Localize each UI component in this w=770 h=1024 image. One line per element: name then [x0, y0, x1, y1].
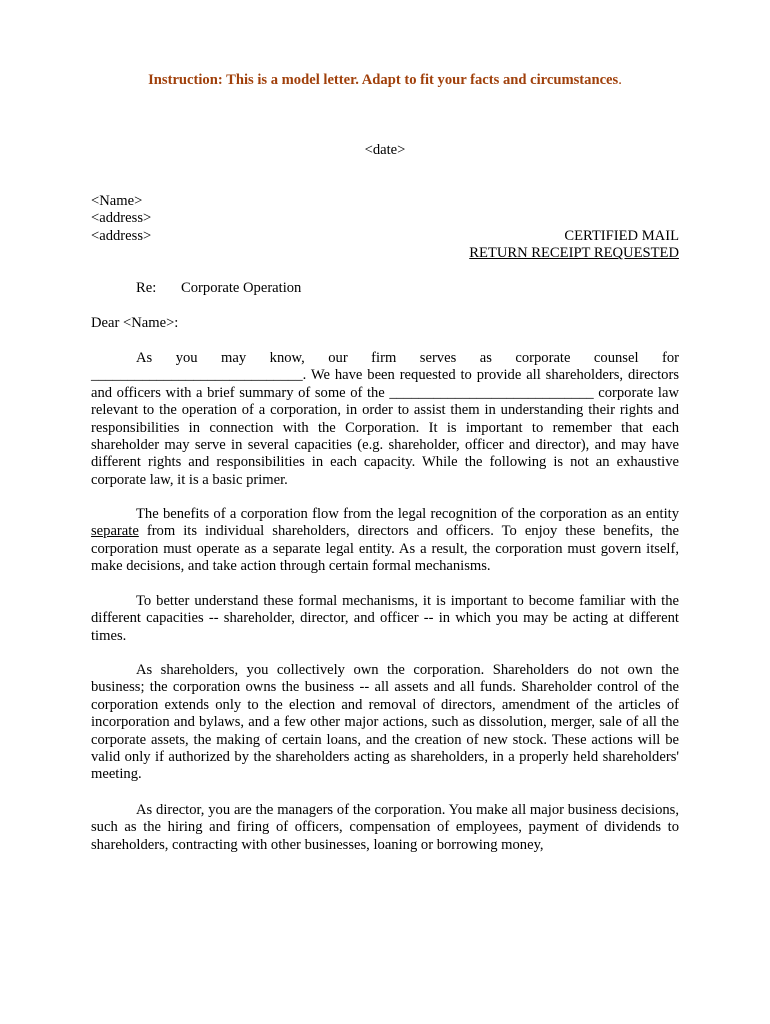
paragraph-2-end: from its individual shareholders, directors and officers. To enjoy these benefits, the corporation must operate as a separate legal entity. As a result, the corporation must govern itself, make decisions, and take action through certain formal mechanisms. — [91, 523, 679, 575]
instruction-period: . — [618, 72, 622, 88]
paragraph-2-start: The benefits of a corporation flow from the legal recognition of the corporation as an entity — [136, 506, 679, 522]
recipient-address-line-1: <address> — [91, 210, 152, 226]
salutation: Dear <Name>: — [91, 315, 179, 331]
paragraph-1: As you may know, our firm serves as corporate counsel for _____________________________. We have been requested to provide all shareholders, directors and officers with a brief summary of some of the ____________________________ corporate law relevant to the operation of a corporation, in order to assist them in understanding their rights and responsibilities in connection with the Corporation. It is important to remember that each shareholder may serve in several capacities (e.g. shareholder, officer and director), and may have different rights and responsibilities in each capacity. While the following is not an exhaustive corporate law, it is a basic primer. — [91, 350, 679, 488]
paragraph-4: As shareholders, you collectively own the corporation. Shareholders do not own the business; the corporation owns the business -- all assets and all funds. Shareholder control of the corporation extends only to the election and removal of directors, amendment of the articles of incorporation and bylaws, and a few other major actions, such as dissolution, merger, sale of all the corporate assets, the making of certain loans, and the creation of new stock. These actions will be valid only if authorized by the shareholders acting as shareholders, in a properly held shareholders' meeting. — [91, 662, 679, 783]
recipient-address-line-2: <address> — [91, 228, 152, 244]
return-receipt-label: RETURN RECEIPT REQUESTED — [469, 245, 679, 262]
subject-text: Corporate Operation — [181, 280, 302, 296]
letter-date: <date> — [364, 142, 406, 158]
recipient-name: <Name> — [91, 193, 143, 209]
paragraph-2 — [91, 506, 679, 576]
certified-mail-label: CERTIFIED MAIL — [564, 228, 679, 244]
separate-emphasis: separate — [91, 523, 139, 540]
paragraph-3: To better understand these formal mechanisms, it is important to become familiar with the different capacities -- shareholder, director, and officer -- in which you may be acting at different times. — [91, 593, 679, 644]
instruction-text: Instruction: This is a model letter. Adapt to fit your facts and circumstances — [148, 72, 619, 88]
subject-label: Re: — [136, 280, 157, 296]
mailing-instructions — [469, 228, 679, 263]
subject-line — [136, 280, 301, 297]
paragraph-5: As director, you are the managers of the corporation. You make all major business decisions, such as the hiring and firing of officers, compensation of employees, payment of dividends to shareholders, contracting with other businesses, loaning or borrowing money, — [91, 802, 679, 853]
instruction-note — [0, 72, 770, 89]
